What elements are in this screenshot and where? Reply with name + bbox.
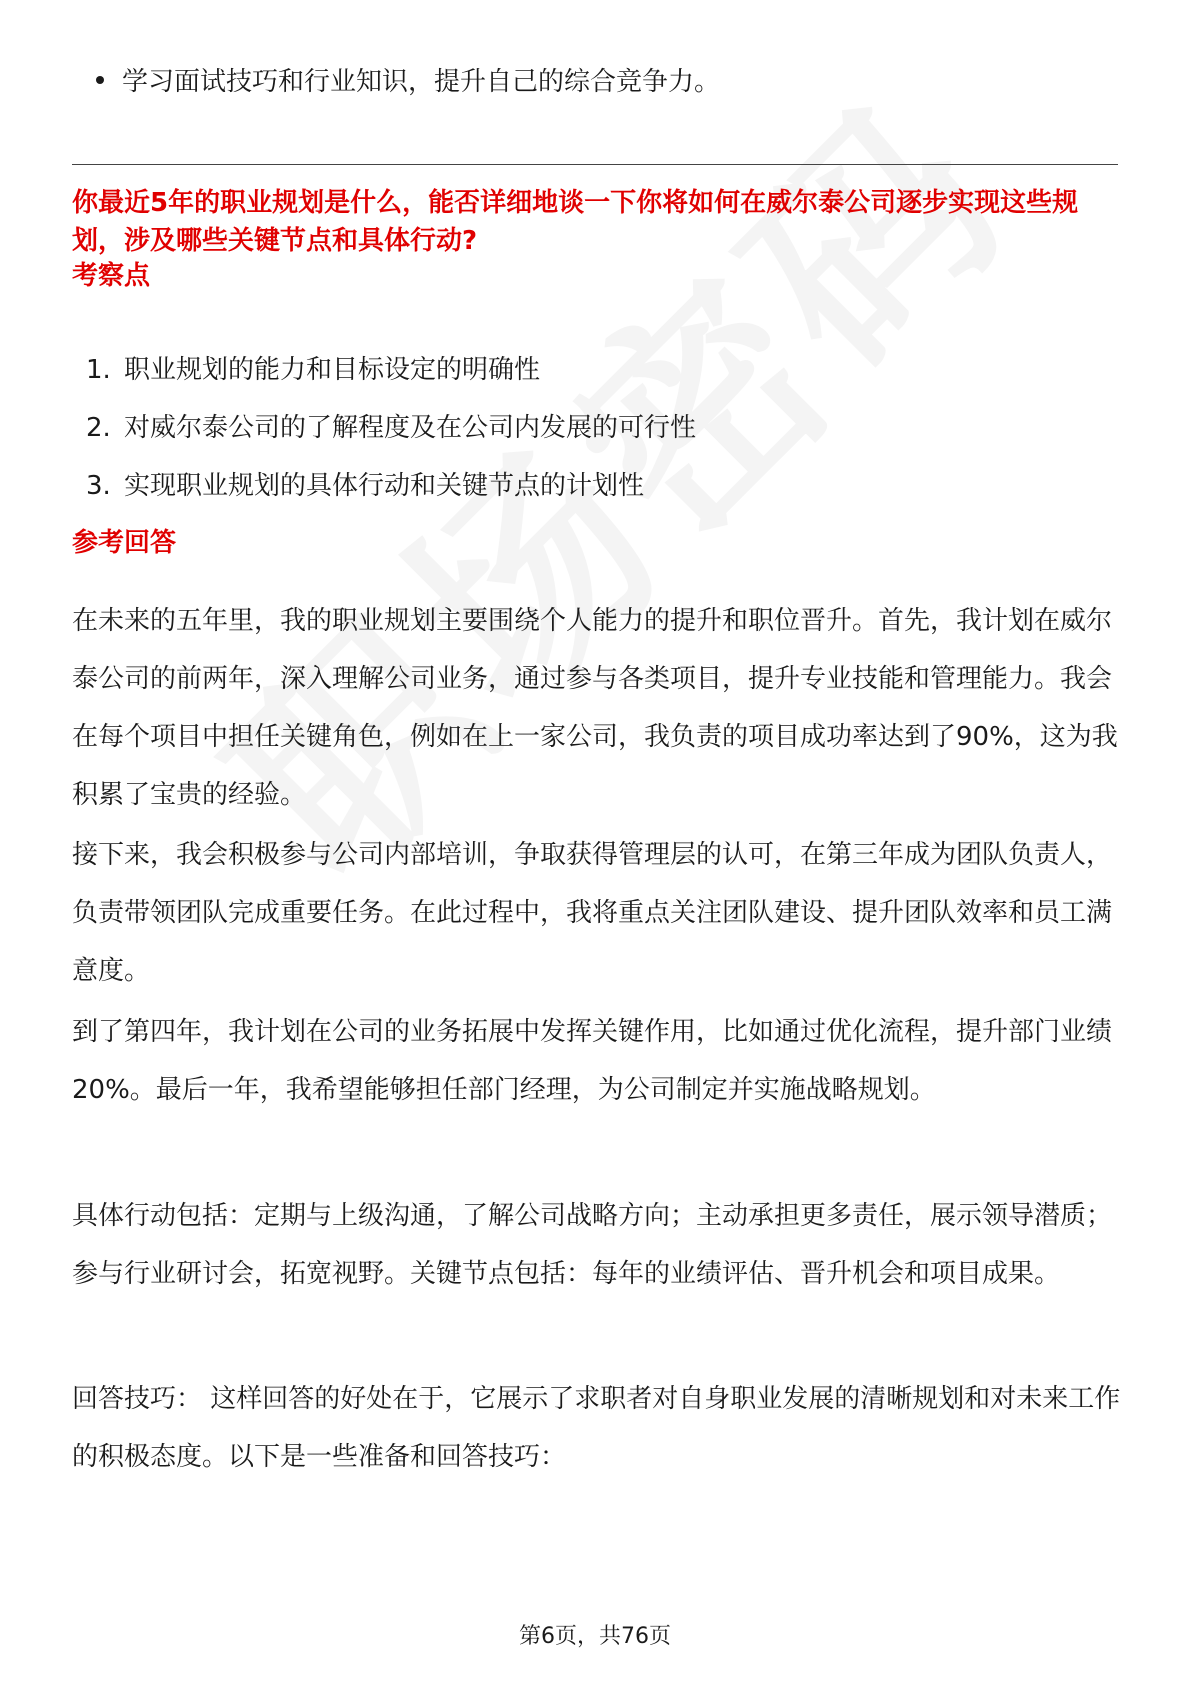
list-item [86,408,696,466]
bullet-dot-icon [96,76,104,84]
assessment-list [86,350,696,524]
list-text: 职业规划的能力和目标设定的明确性 [124,355,541,385]
answer-title: 参考回答 [72,528,177,558]
list-number: 2. [86,413,111,443]
list-text: 实现职业规划的具体行动和关键节点的计划性 [124,471,645,501]
answer-paragraph: 接下来，我会积极参与公司内部培训，争取获得管理层的认可，在第三年成为团队负责人，负责带领团队完成重要任务。在此过程中，我将重点关注团队建设、提升团队效率和员工满意度。 [72,840,1113,986]
bullet-item [96,62,720,102]
list-number: 1. [86,355,111,385]
answer-paragraph: 到了第四年，我计划在公司的业务拓展中发挥关键作用，比如通过优化流程，提升部门业绩20%。最后一年，我希望能够担任部门经理，为公司制定并实施战略规划。 [72,1017,1113,1105]
list-item [86,350,696,408]
list-number: 3. [86,471,111,501]
answer-paragraph: 具体行动包括：定期与上级沟通，了解公司战略方向；主动承担更多责任，展示领导潜质；参与行业研讨会，拓宽视野。关键节点包括：每年的业绩评估、晋升机会和项目成果。 [72,1201,1113,1289]
question-heading: 你最近5年的职业规划是什么，能否详细地谈一下你将如何在威尔泰公司逐步实现这些规划，涉及哪些关键节点和具体行动? [72,188,1079,256]
assessment-title: 考察点 [72,261,151,291]
answer-paragraph: 回答技巧： 这样回答的好处在于，它展示了求职者对自身职业发展的清晰规划和对未来工作的积极态度。以下是一些准备和回答技巧： [72,1384,1121,1472]
bullet-text: 学习面试技巧和行业知识，提升自己的综合竞争力。 [122,67,721,97]
answer-paragraph: 在未来的五年里，我的职业规划主要围绕个人能力的提升和职位晋升。首先，我计划在威尔泰公司的前两年，深入理解公司业务，通过参与各类项目，提升专业技能和管理能力。我会在每个项目中担任关键角色，例如在上一家公司，我负责的项目成功率达到了90%，这为我积累了宝贵的经验。 [72,606,1118,810]
list-item [86,466,696,524]
page-footer: 第6页，共76页 [519,1624,671,1649]
list-text: 对威尔泰公司的了解程度及在公司内发展的可行性 [124,413,697,443]
divider [72,164,1118,165]
